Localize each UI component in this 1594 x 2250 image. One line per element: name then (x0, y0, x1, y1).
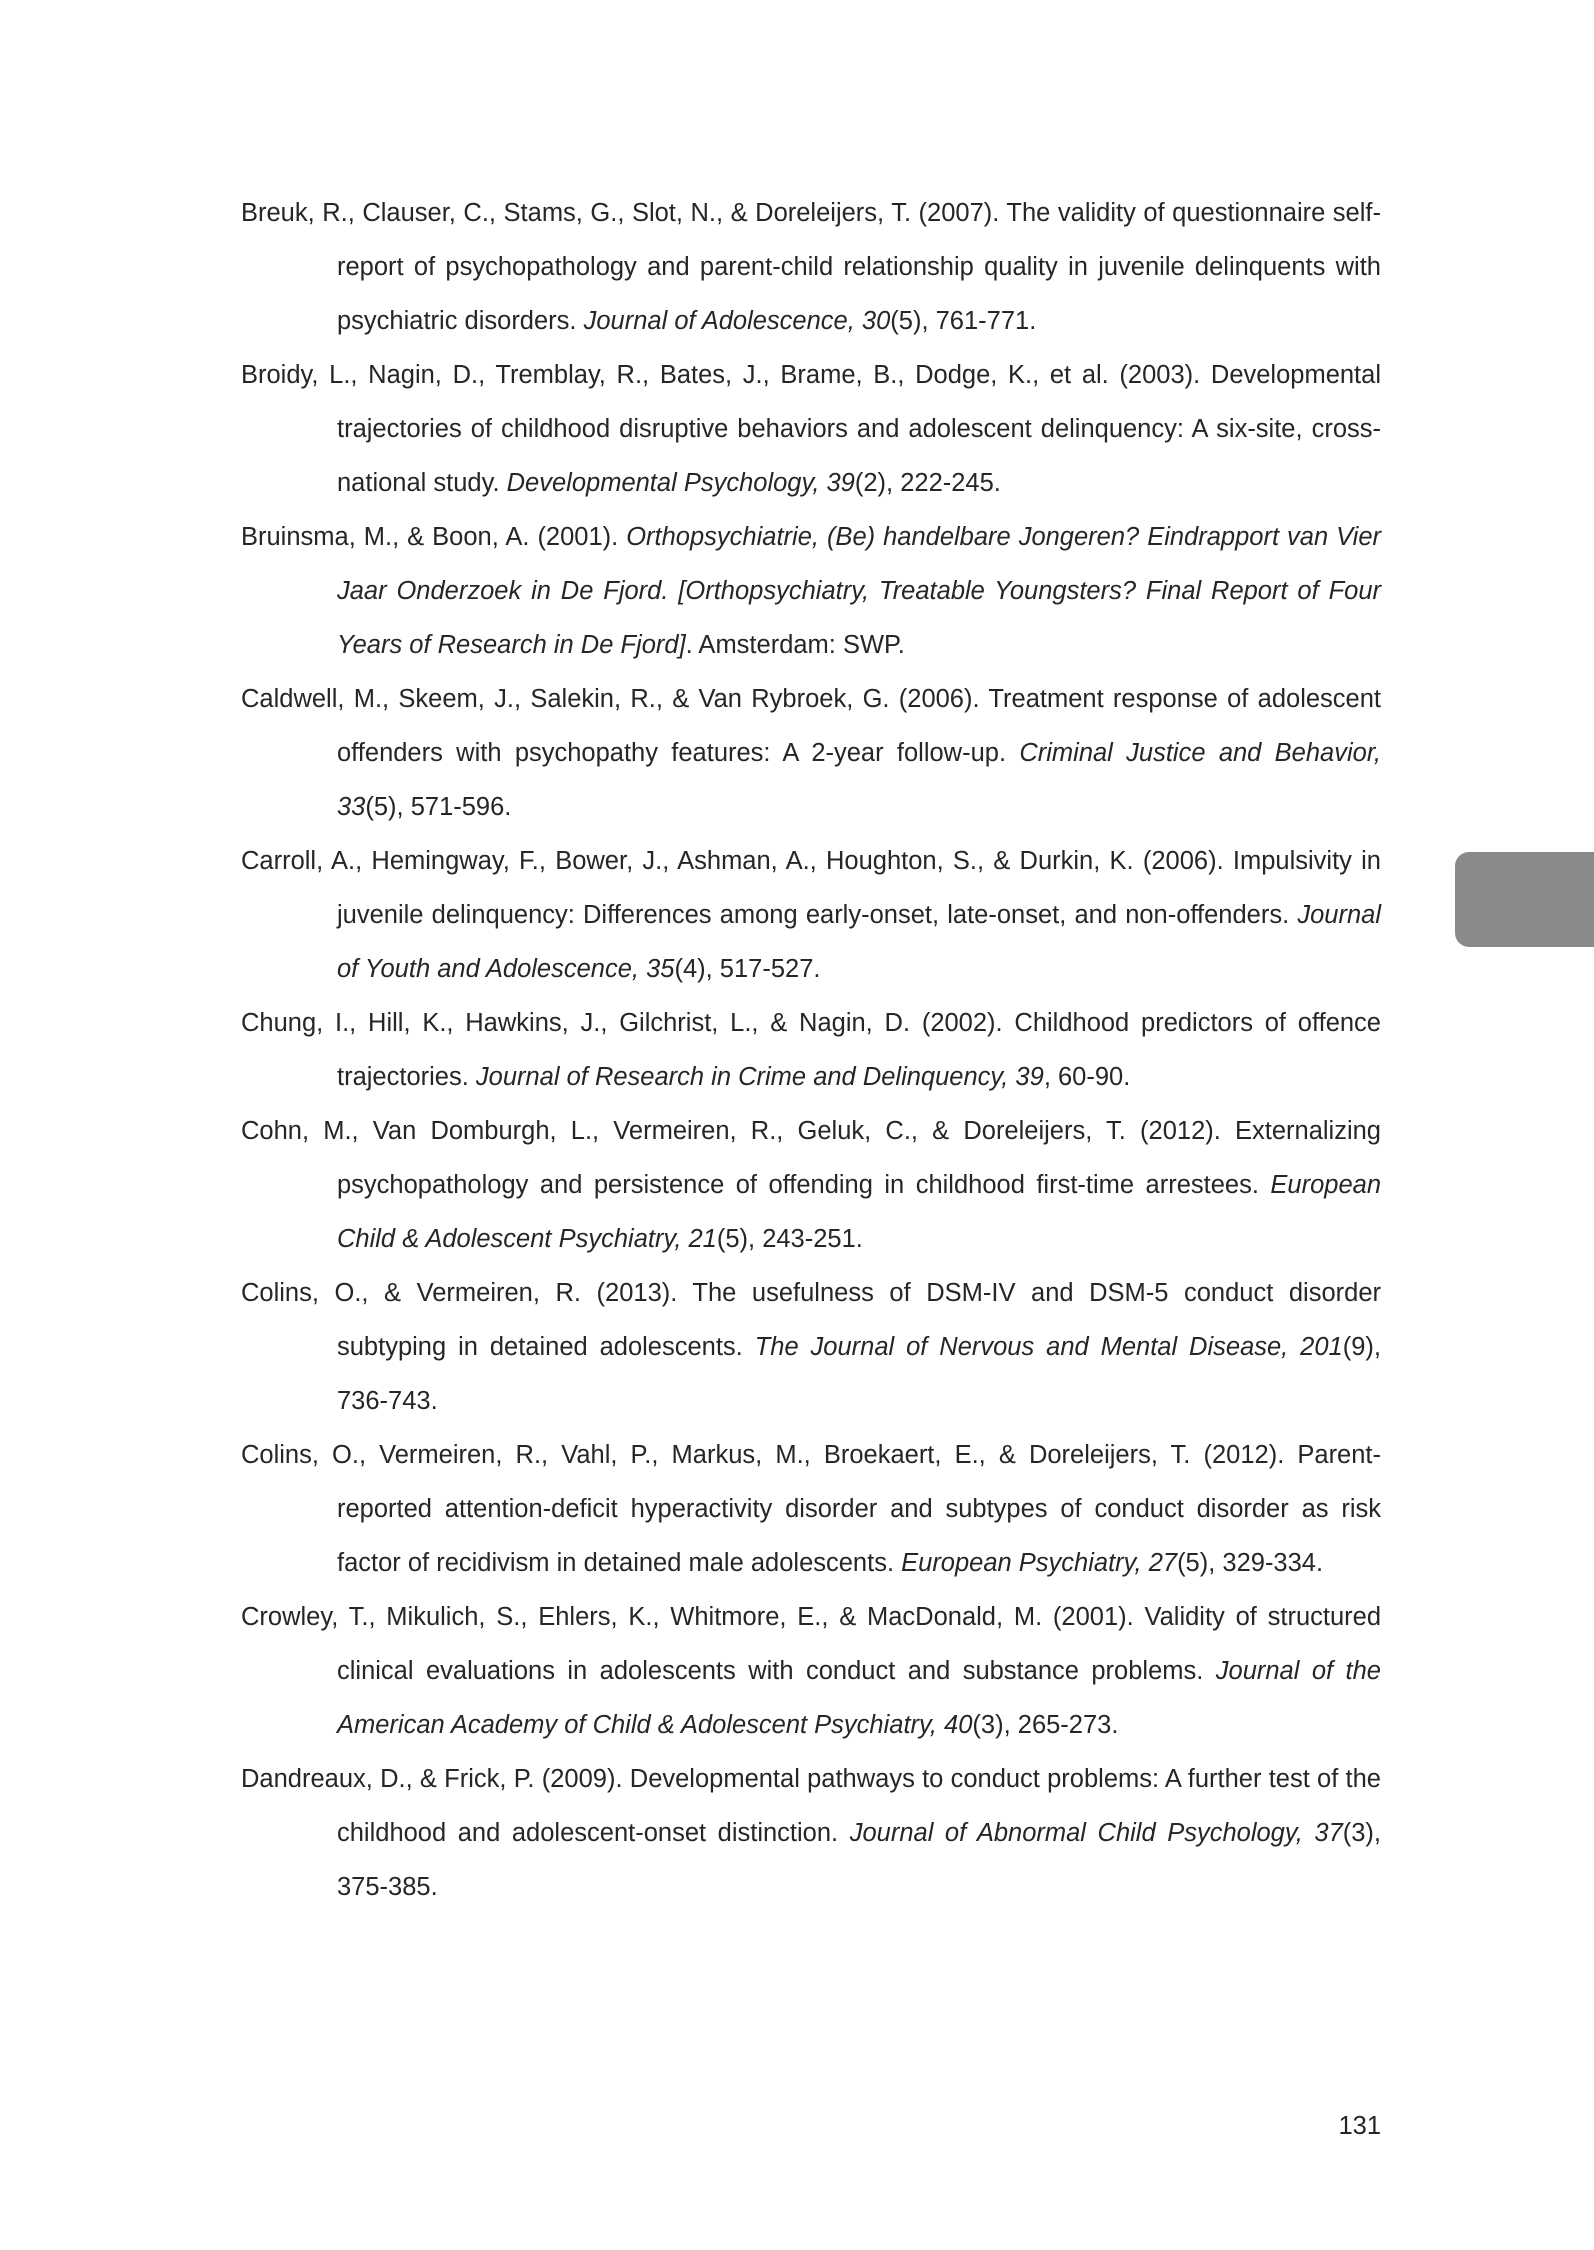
reference-journal: Journal of the American Academy of Child & Adolescent Psychiatry, 40 (337, 1657, 1381, 1739)
reference-text: Carroll, A., Hemingway, F., Bower, J., Ashman, A., Houghton, S., & Durkin, K. (2006). Impulsivity in juvenile delinquency: Differences among early-onset, late-onset, and non-offenders. (241, 847, 1381, 929)
reference-entry (241, 1752, 1381, 1914)
reference-text: Bruinsma, M., & Boon, A. (2001). (241, 523, 627, 551)
reference-text: Breuk, R., Clauser, C., Stams, G., Slot, N., & Doreleijers, T. (2007). The validity of questionnaire self-report of psychopathology and parent-child relationship quality in juvenile delinquents with psychiatric disorders. (241, 199, 1381, 335)
page-number: 131 (1338, 2112, 1381, 2140)
reference-entry (241, 834, 1381, 996)
chapter-tab-marker (1455, 852, 1594, 947)
reference-volume-pages: (4), 517-527. (674, 955, 821, 983)
reference-journal: Journal of Abnormal Child Psychology, 37 (849, 1819, 1343, 1847)
reference-volume-pages: (2), 222-245. (854, 469, 1001, 497)
reference-text: Colins, O., Vermeiren, R., Vahl, P., Markus, M., Broekaert, E., & Doreleijers, T. (2012). Parent-reported attention-deficit hyperactivity disorder and subtypes of conduct disorder as risk factor of recidivism in detained male adolescents. (241, 1441, 1381, 1577)
reference-text: Broidy, L., Nagin, D., Tremblay, R., Bates, J., Brame, B., Dodge, K., et al. (2003). Developmental trajectories of childhood disruptive behaviors and adolescent delinquency: A six-site, cross-national study. (241, 361, 1381, 497)
reference-text: Cohn, M., Van Domburgh, L., Vermeiren, R., Geluk, C., & Doreleijers, T. (2012). Externalizing psychopathology and persistence of offending in childhood first-time arrestees. (241, 1117, 1381, 1199)
reference-journal: European Psychiatry, 27 (901, 1549, 1178, 1577)
reference-volume-pages: (5), 243-251. (716, 1225, 863, 1253)
reference-entry (241, 672, 1381, 834)
reference-volume-pages: (9), 736-743. (337, 1333, 1381, 1415)
reference-volume-pages: (5), 571-596. (365, 793, 512, 821)
reference-list (241, 186, 1381, 1914)
reference-entry (241, 186, 1381, 348)
reference-publisher: . Amsterdam: SWP. (685, 631, 905, 659)
reference-entry (241, 996, 1381, 1104)
reference-volume-pages: (5), 761-771. (890, 307, 1037, 335)
reference-journal: Developmental Psychology, 39 (506, 469, 855, 497)
reference-volume-pages: (5), 329-334. (1177, 1549, 1324, 1577)
reference-text: Dandreaux, D., & Frick, P. (2009). Developmental pathways to conduct problems: A further test of the childhood and adolescent-onset distinction. (241, 1765, 1381, 1847)
reference-entry (241, 348, 1381, 510)
reference-entry (241, 1104, 1381, 1266)
reference-entry (241, 1266, 1381, 1428)
reference-entry (241, 510, 1381, 672)
reference-journal: The Journal of Nervous and Mental Disease, 201 (754, 1333, 1343, 1361)
reference-journal: Criminal Justice and Behavior, 33 (337, 739, 1381, 821)
reference-title: Orthopsychiatrie, (Be) handelbare Jongeren? Eindrapport van Vier Jaar Onderzoek in De Fjord. [Orthopsychiatry, Treatable Youngsters? Final Report of Four Years of Research in De Fjord] (337, 523, 1381, 659)
reference-text: Colins, O., & Vermeiren, R. (2013). The usefulness of DSM-IV and DSM-5 conduct disorder subtyping in detained adolescents. (241, 1279, 1381, 1361)
reference-text: Caldwell, M., Skeem, J., Salekin, R., & Van Rybroek, G. (2006). Treatment response of adolescent offenders with psychopathy features: A 2-year follow-up. (241, 685, 1381, 767)
reference-journal: Journal of Adolescence, 30 (583, 307, 891, 335)
reference-volume-pages: (3), 375-385. (337, 1819, 1381, 1901)
reference-text: Crowley, T., Mikulich, S., Ehlers, K., Whitmore, E., & MacDonald, M. (2001). Validity of structured clinical evaluations in adolescents with conduct and substance problems. (241, 1603, 1381, 1685)
reference-entry (241, 1428, 1381, 1590)
reference-journal: Journal of Research in Crime and Delinquency, 39 (475, 1063, 1044, 1091)
reference-entry (241, 1590, 1381, 1752)
reference-journal: Journal of Youth and Adolescence, 35 (337, 901, 1381, 983)
reference-journal: European Child & Adolescent Psychiatry, 21 (337, 1171, 1381, 1253)
reference-volume-pages: (3), 265-273. (972, 1711, 1119, 1739)
reference-volume-pages: , 60-90. (1043, 1063, 1131, 1091)
reference-text: Chung, I., Hill, K., Hawkins, J., Gilchrist, L., & Nagin, D. (2002). Childhood predictors of offence trajectories. (241, 1009, 1381, 1091)
